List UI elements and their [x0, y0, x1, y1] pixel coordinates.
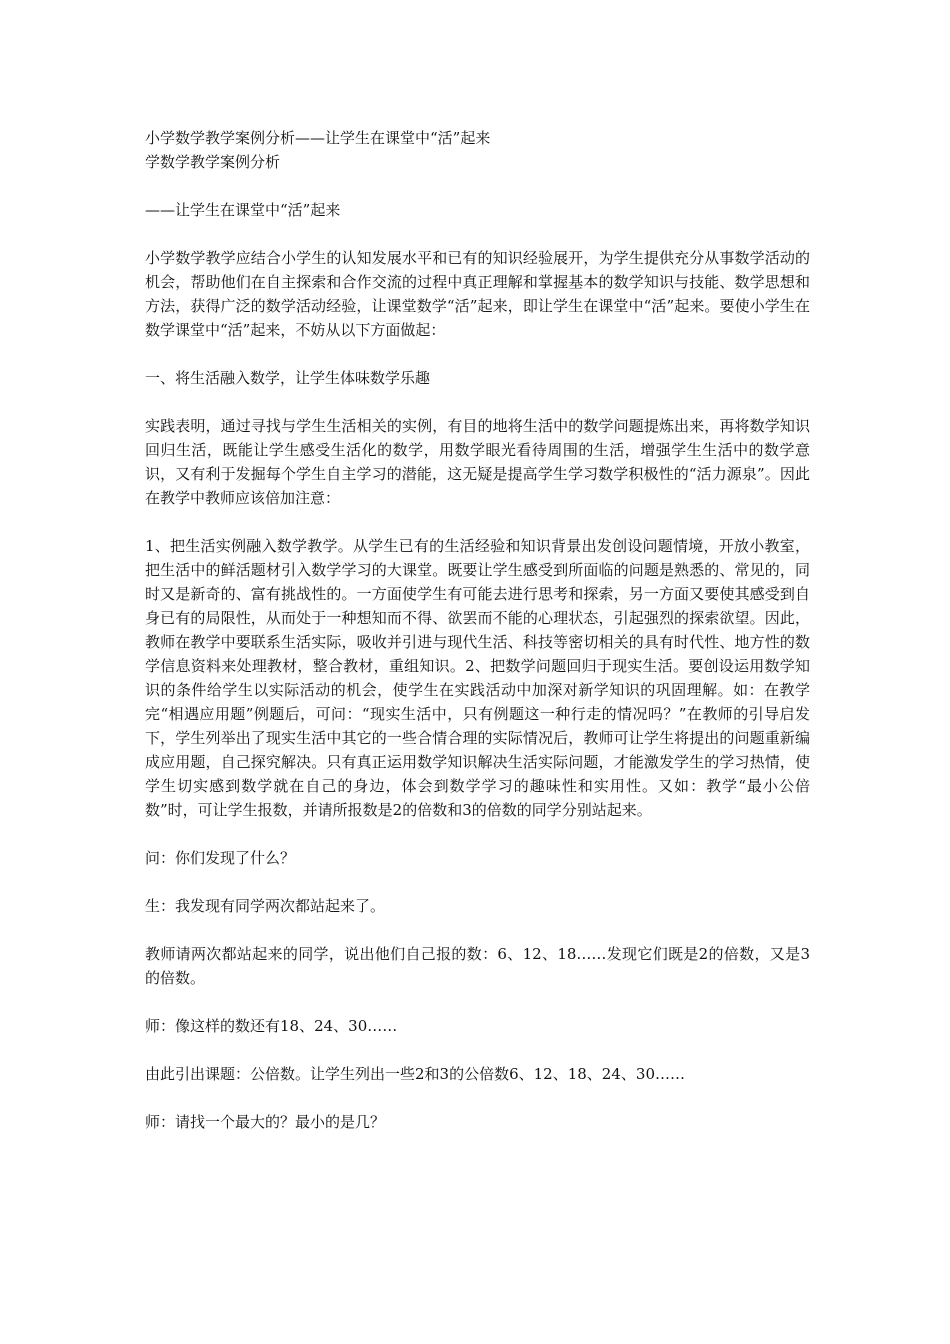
document-subtitle: 学数学教学案例分析 — [145, 153, 281, 171]
section-paragraph: 实践表明，通过寻找与学生生活相关的实例，有目的地将生活中的数学问题提炼出来，再将数学知识回归生活，既能让学生感受生活化的数学，用数学眼光看待周围的生活，增强学生生活中的数学意识，又有利于发掘每个学生自主学习的潜能，这无疑是提高学生学习数学积极性的“活力源泉”。因此在教学中教师应该倍加注意： — [145, 417, 810, 507]
section-heading: 一、将生活融入数学，让学生体味数学乐趣 — [145, 369, 431, 387]
document-title: 小学数学教学案例分析——让学生在课堂中“活”起来 — [145, 129, 491, 147]
intro-paragraph: 小学数学教学应结合小学生的认知发展水平和已有的知识经验展开，为学生提供充分从事数学活动的机会，帮助他们在自主探索和合作交流的过程中真正理解和掌握基本的数学知识与技能、数学思想和方法，获得广泛的数学活动经验，让课堂数学“活”起来，即让学生在课堂中“活”起来。要使小学生在数学课堂中“活”起来，不妨从以下方面做起： — [145, 249, 810, 339]
point-paragraph: 1、把生活实例融入数学教学。从学生已有的生活经验和知识背景出发创设问题情境，开放小教室，把生活中的鲜活题材引入数学学习的大课堂。既要让学生感受到所面临的问题是熟悉的、常见的，同时又是新奇的、富有挑战性的。一方面使学生有可能去进行思考和探索，另一方面又要使其感受到自身已有的局限性，从而处于一种想知而不得、欲罢而不能的心理状态，引起强烈的探索欲望。因此，教师在教学中要联系生活实际，吸收并引进与现代生活、科技等密切相关的具有时代性、地方性的数学信息资料来处理教材，整合教材，重组知识。2、把数学问题回归于现实生活。要创设运用数学知识的条件给学生以实际活动的机会，使学生在实践活动中加深对新学知识的巩固理解。如：在教学完“相遇应用题”例题后，可问：“现实生活中，只有例题这一种行走的情况吗？”在教师的引导启发下，学生列举出了现实生活中其它的一些合情合理的实际情况后，教师可让学生将提出的问题重新编成应用题，自己探究解决。只有真正运用数学知识解决生活实际问题，才能激发学生的学习热情，使学生切实感到数学就在自己的身边，体会到数学学习的趣味性和实用性。又如：教学“最小公倍数”时，可让学生报数，并请所报数是2的倍数和3的倍数的同学分别站起来。 — [145, 537, 810, 819]
dialogue-teacher: 师：像这样的数还有18、24、30…… — [145, 1017, 398, 1035]
spacer — [145, 870, 810, 894]
document-body — [145, 126, 810, 1134]
spacer — [145, 510, 810, 534]
spacer — [145, 390, 810, 414]
teacher-paragraph: 教师请两次都站起来的同学，说出他们自己报的数：6、12、18……发现它们既是2的倍数，又是3的倍数。 — [145, 945, 810, 987]
dialogue-teacher: 师：请找一个最大的？最小的是几？ — [145, 1113, 386, 1131]
spacer — [145, 990, 810, 1014]
document-tagline: ——让学生在课堂中“活”起来 — [145, 201, 341, 219]
dialogue-answer: 生：我发现有同学两次都站起来了。 — [145, 897, 386, 915]
spacer — [145, 222, 810, 246]
spacer — [145, 1038, 810, 1062]
spacer — [145, 918, 810, 942]
spacer — [145, 342, 810, 366]
spacer — [145, 822, 810, 846]
lead-in-paragraph: 由此引出课题：公倍数。让学生列出一些2和3的公倍数6、12、18、24、30…… — [145, 1065, 685, 1083]
spacer — [145, 174, 810, 198]
spacer — [145, 1086, 810, 1110]
dialogue-question: 问：你们发现了什么？ — [145, 849, 296, 867]
